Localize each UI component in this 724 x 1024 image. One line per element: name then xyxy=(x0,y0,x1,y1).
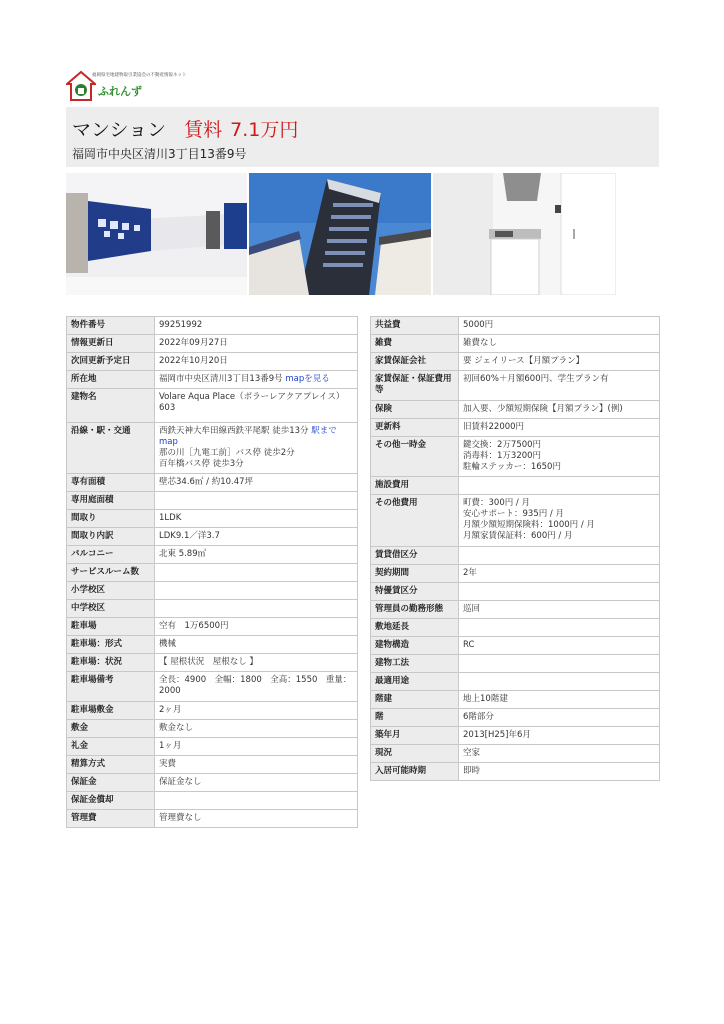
row-label: 礼金 xyxy=(67,738,155,756)
table-row xyxy=(371,477,660,495)
entrance-photo[interactable] xyxy=(66,173,247,295)
spec-table-right xyxy=(370,316,660,781)
photo-strip xyxy=(66,173,616,295)
row-label: 専用庭面積 xyxy=(67,492,155,510)
row-label: 物件番号 xyxy=(67,317,155,335)
row-label: 敷金 xyxy=(67,720,155,738)
table-row xyxy=(67,492,358,510)
parking-status: 【 屋根状況 屋根なし 】 xyxy=(155,654,358,672)
management-fee: 管理費なし xyxy=(155,810,358,828)
row-label: サービスルーム数 xyxy=(67,564,155,582)
row-label: 小学校区 xyxy=(67,582,155,600)
renewal-fee: 旧賃料22000円 xyxy=(459,419,660,437)
row-label: 専有面積 xyxy=(67,474,155,492)
info-update-date: 2022年09月27日 xyxy=(155,335,358,353)
special-rental-category xyxy=(459,583,660,601)
property-address: 福岡市中央区清川3丁目13番9号 xyxy=(72,147,247,161)
table-row xyxy=(371,495,660,547)
contract-period: 2年 xyxy=(459,565,660,583)
layout-breakdown: LDK9.1／洋3.7 xyxy=(155,528,358,546)
table-row xyxy=(67,756,358,774)
table-row xyxy=(371,401,660,419)
floor-area: 壁芯34.6㎡ / 約10.47坪 xyxy=(155,474,358,492)
row-label: 駐車場 xyxy=(67,618,155,636)
table-row xyxy=(67,792,358,810)
service-room-count xyxy=(155,564,358,582)
location-cell xyxy=(155,371,358,389)
logo-caption: 福岡県宅地建物取引業協会の不動産情報ネット xyxy=(92,73,187,78)
table-row xyxy=(371,619,660,637)
table-row xyxy=(67,371,358,389)
row-label: 駐車場備考 xyxy=(67,672,155,702)
row-label: 管理費 xyxy=(67,810,155,828)
table-row xyxy=(371,317,660,335)
row-label: 最適用途 xyxy=(371,673,459,691)
row-label: 保証金償却 xyxy=(67,792,155,810)
row-label: 建物名 xyxy=(67,389,155,423)
settlement-method: 実費 xyxy=(155,756,358,774)
spec-table-left xyxy=(66,316,358,828)
row-label: 階建 xyxy=(371,691,459,709)
table-row xyxy=(67,528,358,546)
location-value: 福岡市中央区清川3丁目13番9号 xyxy=(159,374,283,384)
building-exterior-photo[interactable] xyxy=(249,173,431,295)
row-label: 賃貸借区分 xyxy=(371,547,459,565)
table-row xyxy=(371,709,660,727)
row-label: 沿線・駅・交通 xyxy=(67,423,155,474)
table-row xyxy=(67,636,358,654)
site-extension xyxy=(459,619,660,637)
key-money: 1ヶ月 xyxy=(155,738,358,756)
table-row xyxy=(67,423,358,474)
optimal-use xyxy=(459,673,660,691)
building-name: Volare Aqua Place（ボラーレアクアプレイス） 603 xyxy=(155,389,358,423)
table-row xyxy=(371,673,660,691)
row-label: 現況 xyxy=(371,745,459,763)
floors-total: 地上10階建 xyxy=(459,691,660,709)
deposit: 敷金なし xyxy=(155,720,358,738)
row-label: 共益費 xyxy=(371,317,459,335)
row-label: 精算方式 xyxy=(67,756,155,774)
parking-notes: 全長：4900 全幅：1800 全高：1550 重量：2000 xyxy=(155,672,358,702)
row-label: 家賃保証・保証費用等 xyxy=(371,371,459,401)
next-update-date: 2022年10月20日 xyxy=(155,353,358,371)
layout: 1LDK xyxy=(155,510,358,528)
table-row xyxy=(67,702,358,720)
table-row xyxy=(371,565,660,583)
row-label: 敷地延長 xyxy=(371,619,459,637)
row-label: 特優賃区分 xyxy=(371,583,459,601)
property-header xyxy=(66,107,659,167)
table-row xyxy=(67,738,358,756)
property-type: マンション xyxy=(72,119,167,141)
parking-type: 機械 xyxy=(155,636,358,654)
property-number: 99251992 xyxy=(155,317,358,335)
rent-guarantee-company: 要 ジェイリース【月額プラン】 xyxy=(459,353,660,371)
title-row xyxy=(72,115,298,142)
table-row xyxy=(371,437,660,477)
table-row xyxy=(67,618,358,636)
table-row xyxy=(67,335,358,353)
table-row xyxy=(67,353,358,371)
elementary-school-district xyxy=(155,582,358,600)
table-row xyxy=(67,389,358,423)
table-row xyxy=(371,371,660,401)
row-label: 入居可能時期 xyxy=(371,763,459,781)
move-in-date: 即時 xyxy=(459,763,660,781)
table-row xyxy=(67,720,358,738)
rent-guarantee-cost: 初回60%＋月額600円、学生プラン有 xyxy=(459,371,660,401)
row-label: 保証金 xyxy=(67,774,155,792)
row-label: 駐車場敷金 xyxy=(67,702,155,720)
table-row xyxy=(67,672,358,702)
parking-deposit: 2ヶ月 xyxy=(155,702,358,720)
row-label: 建物構造 xyxy=(371,637,459,655)
building-structure: RC xyxy=(459,637,660,655)
table-row xyxy=(371,335,660,353)
manager-work-style: 巡回 xyxy=(459,601,660,619)
row-label: 情報更新日 xyxy=(67,335,155,353)
table-row xyxy=(371,691,660,709)
table-row xyxy=(67,474,358,492)
row-label: 築年月 xyxy=(371,727,459,745)
row-label: 所在地 xyxy=(67,371,155,389)
row-label: 契約期間 xyxy=(371,565,459,583)
table-row xyxy=(371,547,660,565)
balcony: 北東 5.89㎡ xyxy=(155,546,358,564)
row-label: バルコニー xyxy=(67,546,155,564)
row-label: 中学校区 xyxy=(67,600,155,618)
parking: 空有 1万6500円 xyxy=(155,618,358,636)
table-row xyxy=(67,810,358,828)
lease-category xyxy=(459,547,660,565)
facility-cost xyxy=(459,477,660,495)
table-row xyxy=(371,745,660,763)
current-status: 空家 xyxy=(459,745,660,763)
table-row xyxy=(67,317,358,335)
misc-fee: 雑費なし xyxy=(459,335,660,353)
table-row xyxy=(67,600,358,618)
other-lump-sum: 鍵交換：2万7500円 消毒料：1万3200円 駐輪ステッカー：1650円 xyxy=(459,437,660,477)
row-label: 更新料 xyxy=(371,419,459,437)
transport-extra: 那の川［九電工前］バス停 徒歩2分 百年橋バス停 徒歩3分 xyxy=(159,448,295,469)
junior-high-school-district xyxy=(155,600,358,618)
row-label: 建物工法 xyxy=(371,655,459,673)
row-label: 保険 xyxy=(371,401,459,419)
table-row xyxy=(371,583,660,601)
kitchen-photo[interactable] xyxy=(433,173,616,295)
row-label: 雑費 xyxy=(371,335,459,353)
table-row xyxy=(371,419,660,437)
row-label: その他費用 xyxy=(371,495,459,547)
table-row xyxy=(371,637,660,655)
row-label: 管理員の勤務形態 xyxy=(371,601,459,619)
transport-cell xyxy=(155,423,358,474)
guarantee-amortization xyxy=(155,792,358,810)
row-label: 施設費用 xyxy=(371,477,459,495)
table-row xyxy=(371,655,660,673)
table-row xyxy=(67,510,358,528)
table-row xyxy=(371,727,660,745)
table-row xyxy=(67,564,358,582)
transport-value: 西鉄天神大牟田線西鉄平尾駅 徒歩13分 xyxy=(159,426,309,436)
table-row xyxy=(67,582,358,600)
station-map-link[interactable]: 駅までmap xyxy=(159,426,337,447)
row-label: 間取り xyxy=(67,510,155,528)
map-link[interactable]: mapを見る xyxy=(285,374,330,384)
table-row xyxy=(371,763,660,781)
row-label: 駐車場：形式 xyxy=(67,636,155,654)
row-label: その他一時金 xyxy=(371,437,459,477)
row-label: 階 xyxy=(371,709,459,727)
guarantee-money: 保証金なし xyxy=(155,774,358,792)
rent-value: 7.1万円 xyxy=(230,119,299,141)
row-label: 駐車場：状況 xyxy=(67,654,155,672)
insurance: 加入要、少額短期保険【月額プラン】(例) xyxy=(459,401,660,419)
garden-area xyxy=(155,492,358,510)
table-row xyxy=(371,353,660,371)
built-date: 2013[H25]年6月 xyxy=(459,727,660,745)
table-row xyxy=(67,654,358,672)
common-service-fee: 5000円 xyxy=(459,317,660,335)
table-row xyxy=(67,546,358,564)
row-label: 次回更新予定日 xyxy=(67,353,155,371)
rent-label: 賃料 xyxy=(184,119,223,141)
table-row xyxy=(67,774,358,792)
floor: 6階部分 xyxy=(459,709,660,727)
construction-method xyxy=(459,655,660,673)
row-label: 間取り内訳 xyxy=(67,528,155,546)
other-costs: 町費：300円 / 月 安心サポート：935円 / 月 月額少額短期保険料：1000円 / 月 月額家賃保証料：600円 / 月 xyxy=(459,495,660,547)
logo-name: ふれんず xyxy=(98,85,142,98)
table-row xyxy=(371,601,660,619)
row-label: 家賃保証会社 xyxy=(371,353,459,371)
